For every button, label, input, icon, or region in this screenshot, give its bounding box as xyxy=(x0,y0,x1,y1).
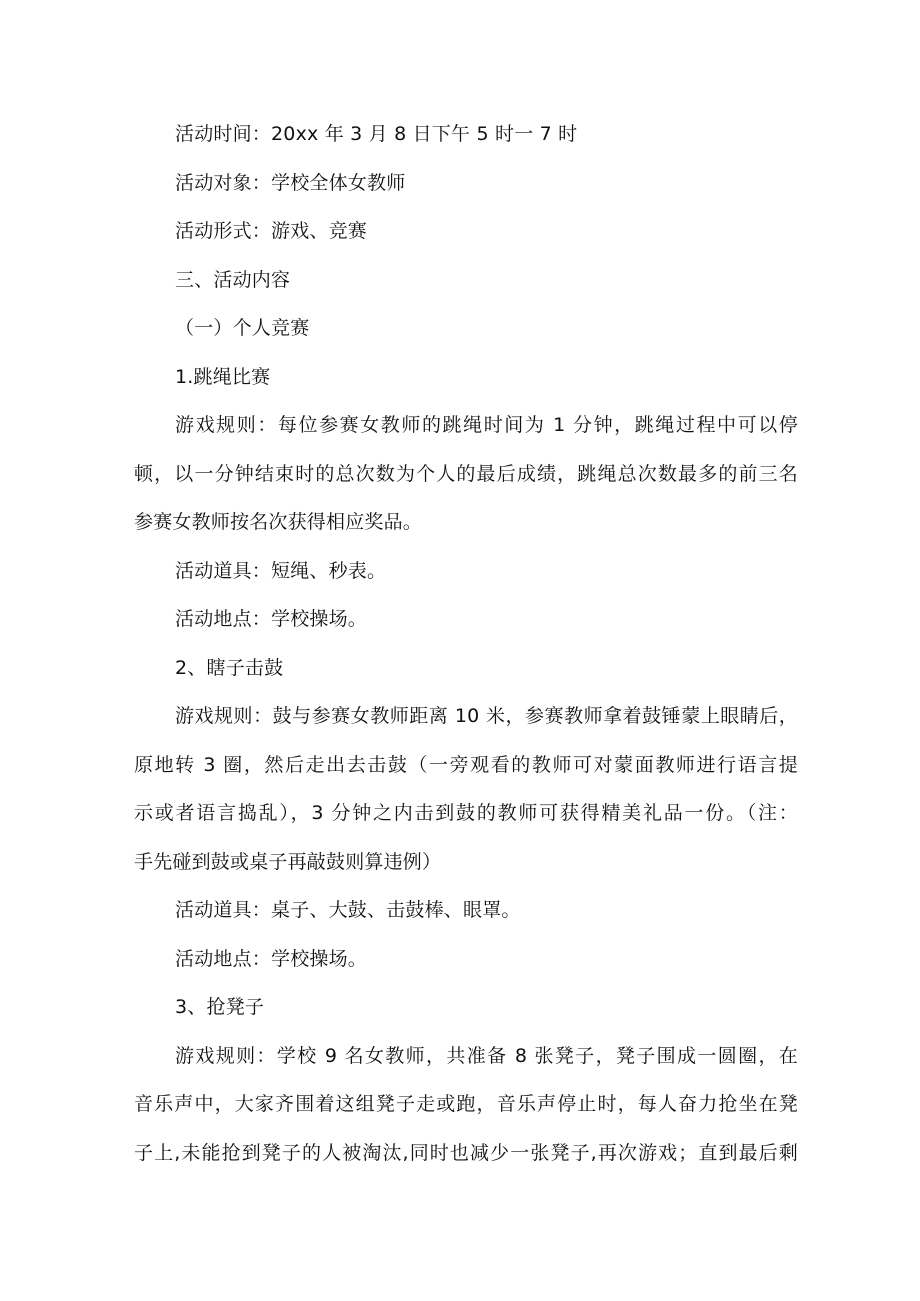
rule-paragraph-line: 参赛女教师按名次获得相应奖品。 xyxy=(134,511,423,533)
activity-form-line: 活动形式：游戏、竞赛 xyxy=(175,220,368,242)
rule-paragraph-line: 顿，以一分钟结束时的总次数为个人的最后成绩，跳绳总次数最多的前三名 xyxy=(134,462,798,485)
document-body xyxy=(134,110,798,1177)
activity-time-line: 活动时间：20xx 年 3 月 8 日下午 5 时一 7 时 xyxy=(175,123,578,145)
item-heading-musical-chairs: 3、抢凳子 xyxy=(175,996,265,1018)
place-line: 活动地点：学校操场。 xyxy=(175,947,368,970)
rule-paragraph-line: 原地转 3 圈，然后走出去击鼓（一旁观看的教师可对蒙面教师进行语言提 xyxy=(134,753,798,776)
item-heading-blind-drum: 2、瞎子击鼓 xyxy=(175,656,284,679)
section-heading-activity-content: 三、活动内容 xyxy=(175,268,291,291)
rule-paragraph-line: 游戏规则：每位参赛女教师的跳绳时间为 1 分钟，跳绳过程中可以停 xyxy=(175,414,798,436)
props-line: 活动道具：桌子、大鼓、击鼓棒、眼罩。 xyxy=(175,899,521,921)
activity-target-line: 活动对象：学校全体女教师 xyxy=(175,171,406,194)
place-line: 活动地点：学校操场。 xyxy=(175,608,368,630)
subsection-heading-individual: （一）个人竞赛 xyxy=(175,317,310,339)
rule-paragraph-line: 音乐声中，大家齐围着这组凳子走或跑，音乐声停止时，每人奋力抢坐在凳 xyxy=(134,1093,798,1115)
item-heading-jump-rope: 1.跳绳比赛 xyxy=(175,365,271,388)
rule-paragraph-line: 游戏规则：鼓与参赛女教师距离 10 米，参赛教师拿着鼓锤蒙上眼睛后， xyxy=(175,705,798,727)
rule-paragraph-line: 子上,未能抢到凳子的人被淘汰,同时也减少一张凳子,再次游戏；直到最后剩 xyxy=(134,1141,798,1164)
rule-paragraph-line: 手先碰到鼓或桌子再敲鼓则算违例） xyxy=(134,850,442,873)
rule-paragraph-line: 游戏规则：学校 9 名女教师，共准备 8 张凳子，凳子围成一圆圈，在 xyxy=(175,1044,798,1067)
rule-paragraph-line: 示或者语言捣乱），3 分钟之内击到鼓的教师可获得精美礼品一份。（注： xyxy=(134,802,798,824)
props-line: 活动道具：短绳、秒表。 xyxy=(175,559,387,582)
